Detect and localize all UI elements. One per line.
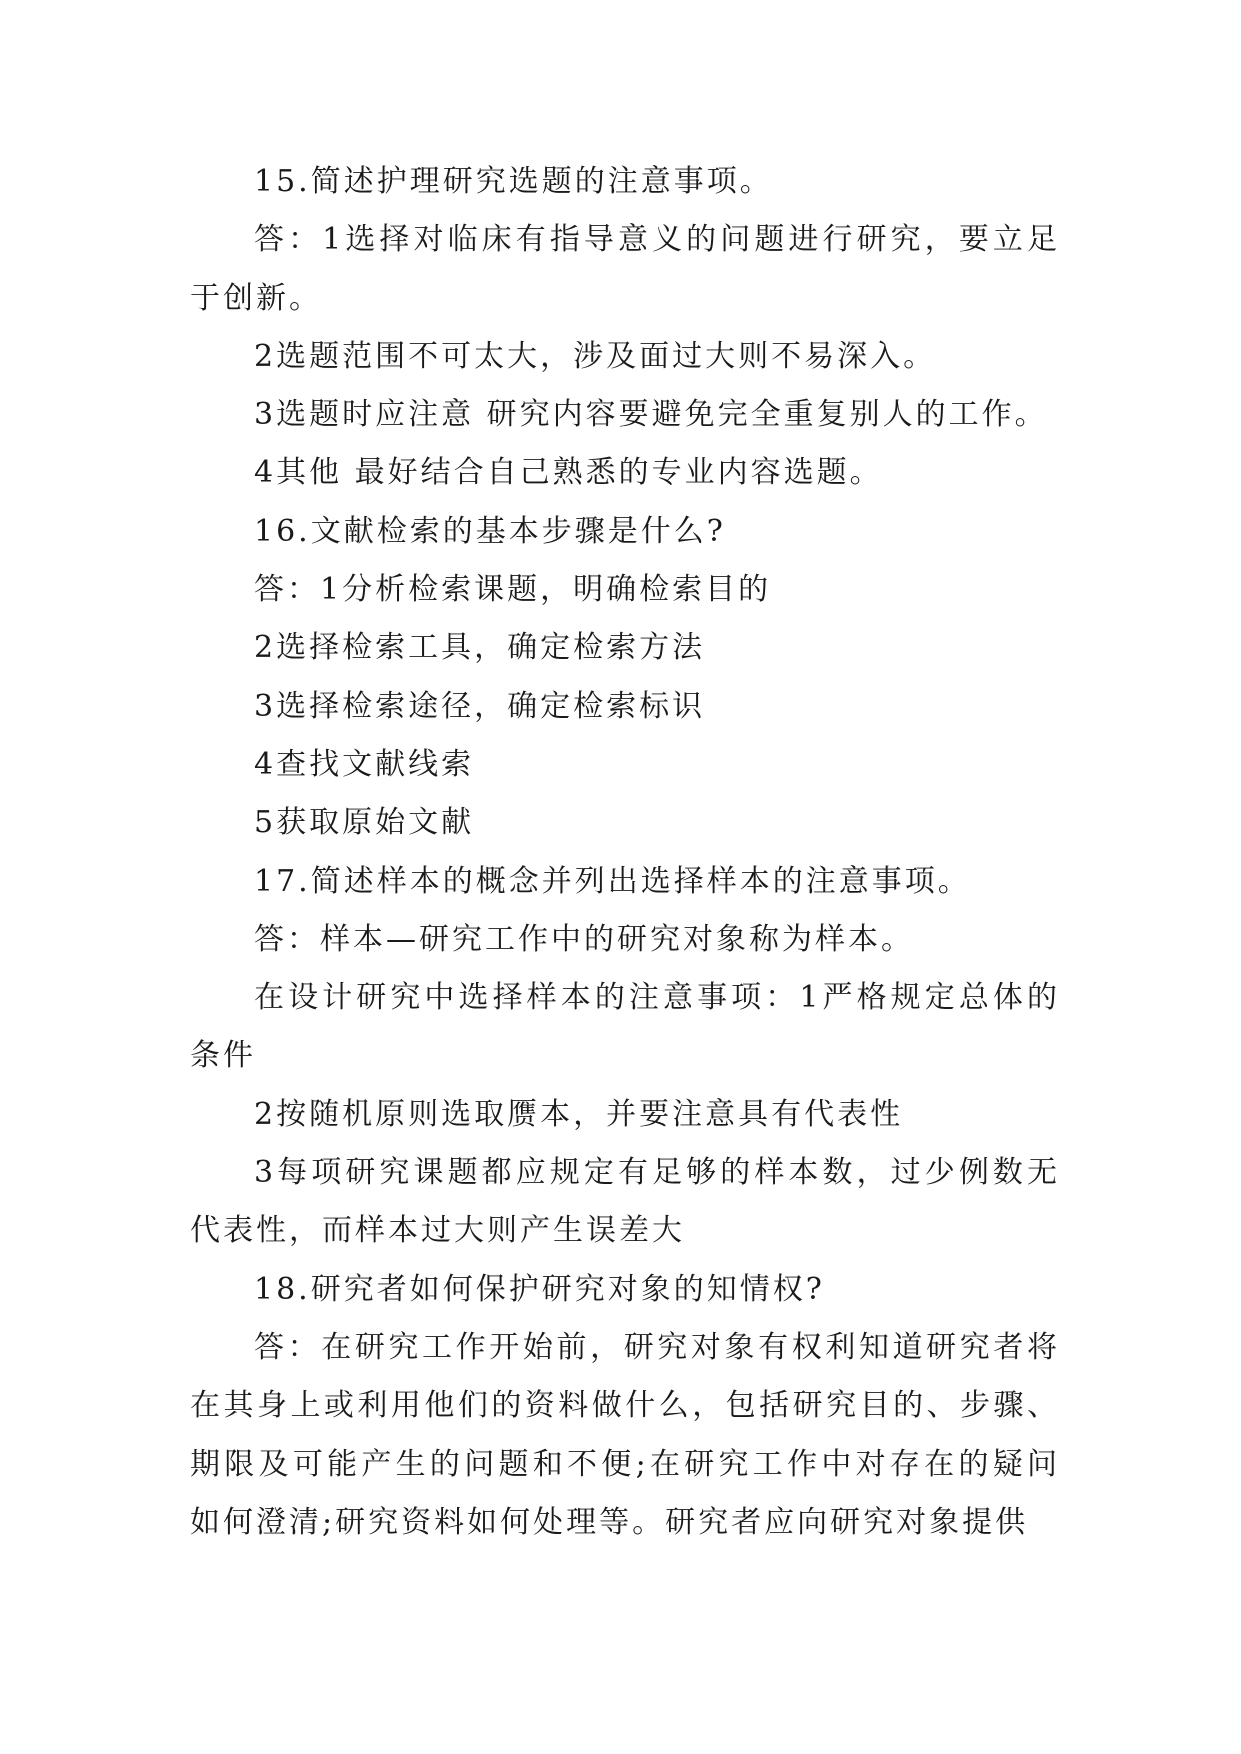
question-15: 15.简述护理研究选题的注意事项。 (254, 164, 773, 199)
question-17: 17.简述样本的概念并列出选择样本的注意事项。 (254, 863, 971, 899)
answer-16-item-2: 2选择检索工具，确定检索方法 (254, 630, 706, 666)
answer-16-item-4: 4查找文献线索 (254, 746, 475, 782)
body-text (190, 153, 1060, 1552)
answer-15-item-2: 2选题范围不可太大，涉及面过大则不易深入。 (254, 338, 937, 374)
answer-17-item-3: 3每项研究课题都应规定有足够的样本数，过少例数无代表性，而样本过大则产生误差大 (190, 1155, 1060, 1249)
answer-17-item-2: 2按随机原则选取赝本，并要注意具有代表性 (254, 1096, 904, 1132)
answer-15-item-1: 答：1选择对临床有指导意义的问题进行研究，要立足于创新。 (190, 222, 1060, 316)
answer-17-item-1: 在设计研究中选择样本的注意事项：1严格规定总体的条件 (190, 980, 1060, 1074)
answer-15-item-3: 3选题时应注意 研究内容要避免完全重复别人的工作。 (254, 397, 1048, 433)
answer-16-item-3: 3选择检索途径，确定检索标识 (254, 688, 706, 724)
answer-17-definition: 答：样本—研究工作中的研究对象称为样本。 (254, 921, 914, 957)
answer-16-item-5: 5获取原始文献 (254, 805, 475, 841)
answer-18: 答：在研究工作开始前，研究对象有权利知道研究者将在其身上或利用他们的资料做什么，包括研究目的、步骤、期限及可能产生的问题和不便;在研究工作中对存在的疑问如何澄清;研究资料如何处理等。研究者应向研究对象提供 (190, 1329, 1060, 1540)
question-18: 18.研究者如何保护研究对象的知情权? (254, 1271, 825, 1307)
question-16: 16.文献检索的基本步骤是什么? (254, 513, 726, 549)
answer-15-item-4: 4其他 最好结合自己熟悉的专业内容选题。 (254, 455, 883, 491)
answer-16-item-1: 答：1分析检索课题，明确检索目的 (254, 572, 772, 608)
